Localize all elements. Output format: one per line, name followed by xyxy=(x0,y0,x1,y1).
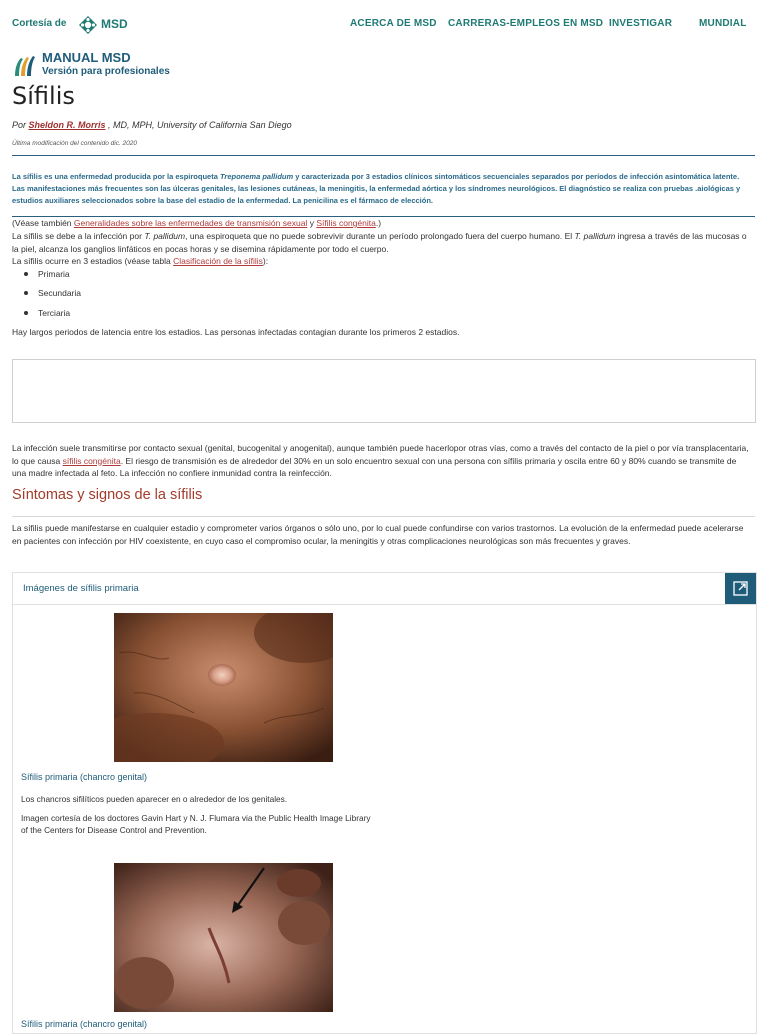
paragraph-latency: Hay largos periodos de latencia entre los estadios. Las personas infectadas contagian durante los primeros 2 estadios. xyxy=(12,327,460,337)
courtesy-label: Cortesía de xyxy=(12,18,67,29)
author-affiliation: , MD, MPH, University of California San Diego xyxy=(105,120,292,130)
expand-gallery-button[interactable] xyxy=(725,573,756,604)
content-placeholder-box xyxy=(12,359,756,423)
p1-species2: T. pallidum xyxy=(574,231,616,241)
msd-logo-icon[interactable] xyxy=(78,15,98,35)
summary-species: Treponema pallidum xyxy=(219,172,294,181)
paragraph-symptoms: La sífilis puede manifestarse en cualquier estadio y comprometer varios órganos o sólo uno, por lo cual puede confundirse con varios trastornos. La evolución de la enfermedad puede acelerarse en pacientes con infección por HIV coexistente, en cuyo caso el compromiso ocular, la meningitis y otras complicaciones neurológicas son más frecuentes y graves. xyxy=(12,523,744,546)
see-also-link-std[interactable]: Generalidades sobre las enfermedades de transmisión sexual xyxy=(73,218,308,228)
page-title: Sífilis xyxy=(12,82,75,110)
brand-title[interactable]: MANUAL MSD xyxy=(42,50,131,65)
primary-syphilis-photo-2[interactable] xyxy=(114,863,333,1012)
paragraph-stages xyxy=(12,255,752,268)
see-also-link-congenital[interactable]: Sífilis congénita xyxy=(316,218,376,228)
msd-logo-text[interactable]: MSD xyxy=(101,17,128,31)
nav-global[interactable]: MUNDIAL xyxy=(699,18,747,29)
author-link[interactable]: Sheldon R. Morris xyxy=(28,120,106,130)
list-item: Secundaria xyxy=(24,288,81,307)
see-also xyxy=(12,217,752,230)
caption-text: Los chancros sifilíticos pueden aparecer en o alrededor de los genitales. xyxy=(21,794,288,804)
p4-a: La infección suele transmitirse por contacto sexual (genital, bucogenital y anogenital), aunque también puede hacerlopor otras vías, como a través del contacto de la piel o por vía transplacentaria, lo que causa xyxy=(12,443,749,466)
chancre-image-arrow xyxy=(114,863,333,1012)
p1-a: La sífilis se debe a la infección por xyxy=(12,231,145,241)
gallery-title: Imágenes de sífilis primaria xyxy=(23,583,139,594)
p2-a: La sífilis ocurre en 3 estadios (véase tabla xyxy=(12,256,174,266)
list-item: Primaria xyxy=(24,269,81,288)
top-bar xyxy=(0,0,768,48)
p1-species: T. pallidum xyxy=(144,231,186,241)
primary-syphilis-photo-1[interactable] xyxy=(114,613,333,762)
image-credit-line2: of the Centers for Disease Control and Prevention. xyxy=(21,825,207,835)
expand-icon xyxy=(725,573,756,604)
image-credit-line1: Imagen cortesía de los doctores Gavin Hart y N. J. Flumara via the Public Health Image Library xyxy=(21,813,371,823)
p1-b: , una espiroqueta que no puede sobrevivir durante un período prolongado fuera del cuerpo humano. El xyxy=(185,231,575,241)
list-item: Terciaria xyxy=(24,308,81,327)
p2-b: ): xyxy=(262,256,269,266)
summary-text-b: y caracterizada por 3 estadios clínicos sintomáticos secuenciales separados por períodos de infección asintomática latente. Las manifestaciones más frecuentes son las úlceras genitales, las lesiones cutáneas, la meningitis, la enfermedad aórtica y los síndromes neurológicos. El diagnóstico se realiza con pruebas .aiológicas y estudios auxiliares seleccionados sobre la base del estadio de la enfermedad. La penicilina es el fármaco de elección. xyxy=(12,172,741,205)
last-updated: Última modificación del contenido dic. 2020 xyxy=(12,140,138,147)
nav-about[interactable]: ACERCA DE MSD xyxy=(350,18,437,29)
byline xyxy=(12,120,292,130)
image-gallery-panel xyxy=(12,572,757,1034)
summary-text-a: La sífilis es una enfermedad producida por la espiroqueta xyxy=(12,172,220,181)
see-also-and: y xyxy=(307,218,317,228)
byline-prefix: Por xyxy=(12,120,29,130)
caption-title: Sífilis primaria (chancro genital) xyxy=(21,772,148,782)
nav-careers[interactable]: CARRERAS-EMPLEOS EN MSD xyxy=(448,18,604,29)
stages-list xyxy=(24,269,81,327)
manual-msd-logo-icon[interactable] xyxy=(13,52,39,78)
section-heading-symptoms: Síntomas y signos de la sífilis xyxy=(12,487,203,503)
caption-title-2: Sífilis primaria (chancro genital) xyxy=(21,1019,148,1029)
summary-box xyxy=(12,171,747,207)
chancre-image xyxy=(114,613,333,762)
see-also-prefix: (Véase también xyxy=(12,218,74,228)
nav-research[interactable]: INVESTIGAR xyxy=(609,18,673,29)
paragraph-cause xyxy=(12,230,752,255)
congenital-syphilis-link[interactable]: sífilis congénita xyxy=(62,455,121,466)
p1-c: ingresa a través de las mucosas o la piel, alcanza los ganglios linfáticos en pocas horas y se disemina rápidamente por todo el cuerpo. xyxy=(12,231,747,254)
gallery-header xyxy=(13,573,756,605)
section-divider xyxy=(12,516,755,517)
classification-table-link[interactable]: Clasificación de la sífilis xyxy=(173,256,263,266)
see-also-suffix: .) xyxy=(375,218,382,228)
paragraph-transmission xyxy=(12,442,752,480)
p4-b: . El riesgo de transmisión es de alrededor del 30% en un solo encuentro sexual con una persona con sífilis primaria y oscila entre 60 y 80% cuando se transmite de una madre infectada al feto. La infección no confiere inmunidad contra la reinfección. xyxy=(12,455,737,478)
brand-subtitle: Versión para profesionales xyxy=(42,66,170,77)
divider-top xyxy=(12,155,755,156)
